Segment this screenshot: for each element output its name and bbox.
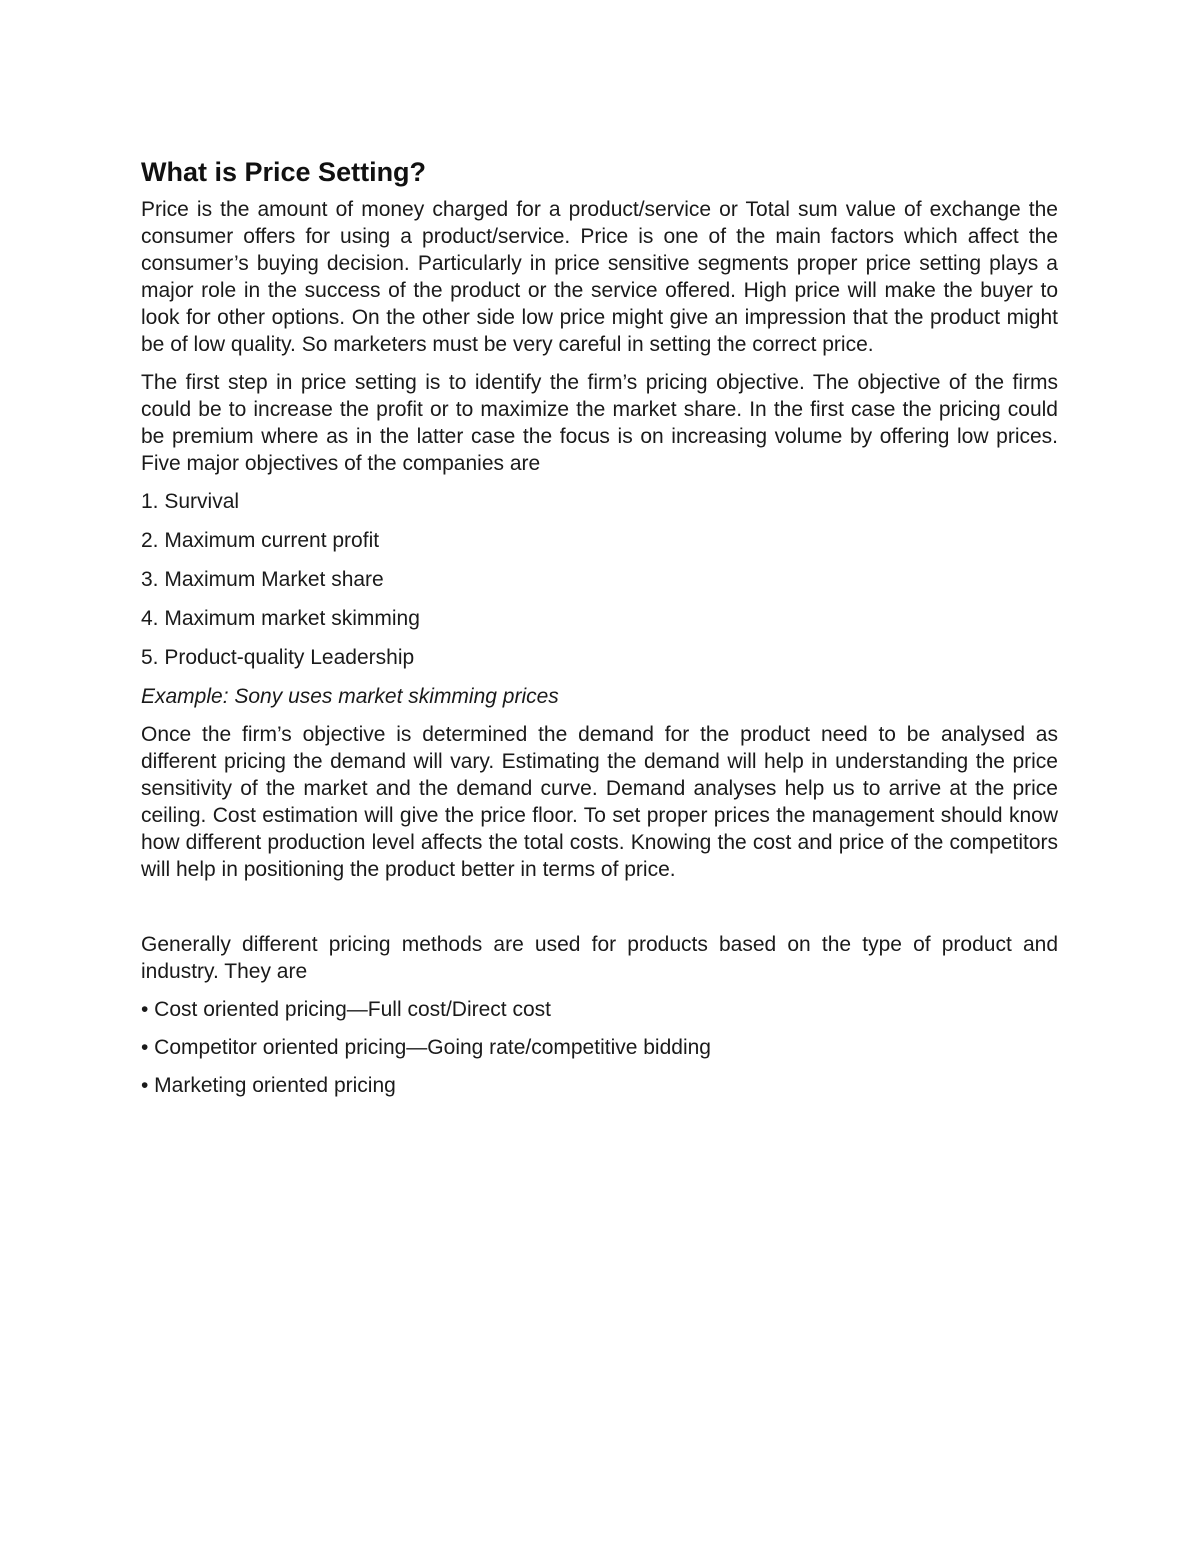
- blank-line: [141, 894, 1058, 931]
- list-item: • Marketing oriented pricing: [141, 1074, 396, 1097]
- list-item: 4. Maximum market skimming: [141, 607, 420, 630]
- page-title: What is Price Setting?: [141, 157, 427, 187]
- list-item: • Cost oriented pricing—Full cost/Direct cost: [141, 998, 551, 1021]
- list-item: 2. Maximum current profit: [141, 529, 380, 552]
- objectives-list: [141, 488, 1058, 671]
- list-item: 5. Product-quality Leadership: [141, 646, 415, 669]
- pricing-methods-list: [141, 996, 1058, 1099]
- intro-paragraph-price: Price is the amount of money charged for a product/service or Total sum value of exchange the consumer offers for using a product/service. Price is one of the main factors which affect the consumer’s buying decision. Particularly in price sensitive segments proper price setting plays a major role in the success of the product or the service offered. High price will make the buyer to look for other options. On the other side low price might give an impression that the product might be of low quality. So marketers must be very careful in setting the correct price.: [141, 198, 1058, 356]
- example-note: Example: Sony uses market skimming prices: [141, 685, 559, 708]
- list-item: 1. Survival: [141, 490, 240, 513]
- methods-paragraph: Generally different pricing methods are used for products based on the type of product and industry. They are: [141, 933, 1058, 983]
- document-page: [141, 152, 1058, 1110]
- list-item: 3. Maximum Market share: [141, 568, 384, 591]
- list-item: • Competitor oriented pricing—Going rate/competitive bidding: [141, 1036, 711, 1059]
- intro-paragraph-objective: The first step in price setting is to identify the firm’s pricing objective. The objective of the firms could be to increase the profit or to maximize the market share. In the first case the pricing could be premium where as in the latter case the focus is on increasing volume by offering low prices. Five major objectives of the companies are: [141, 371, 1058, 475]
- demand-paragraph: Once the firm’s objective is determined the demand for the product need to be analysed as different pricing the demand will vary. Estimating the demand will help in understanding the price sensitivity of the market and the demand curve. Demand analyses help us to arrive at the price ceiling. Cost estimation will give the price floor. To set proper prices the management should know how different production level affects the total costs. Knowing the cost and price of the competitors will help in positioning the product better in terms of price.: [141, 723, 1058, 881]
